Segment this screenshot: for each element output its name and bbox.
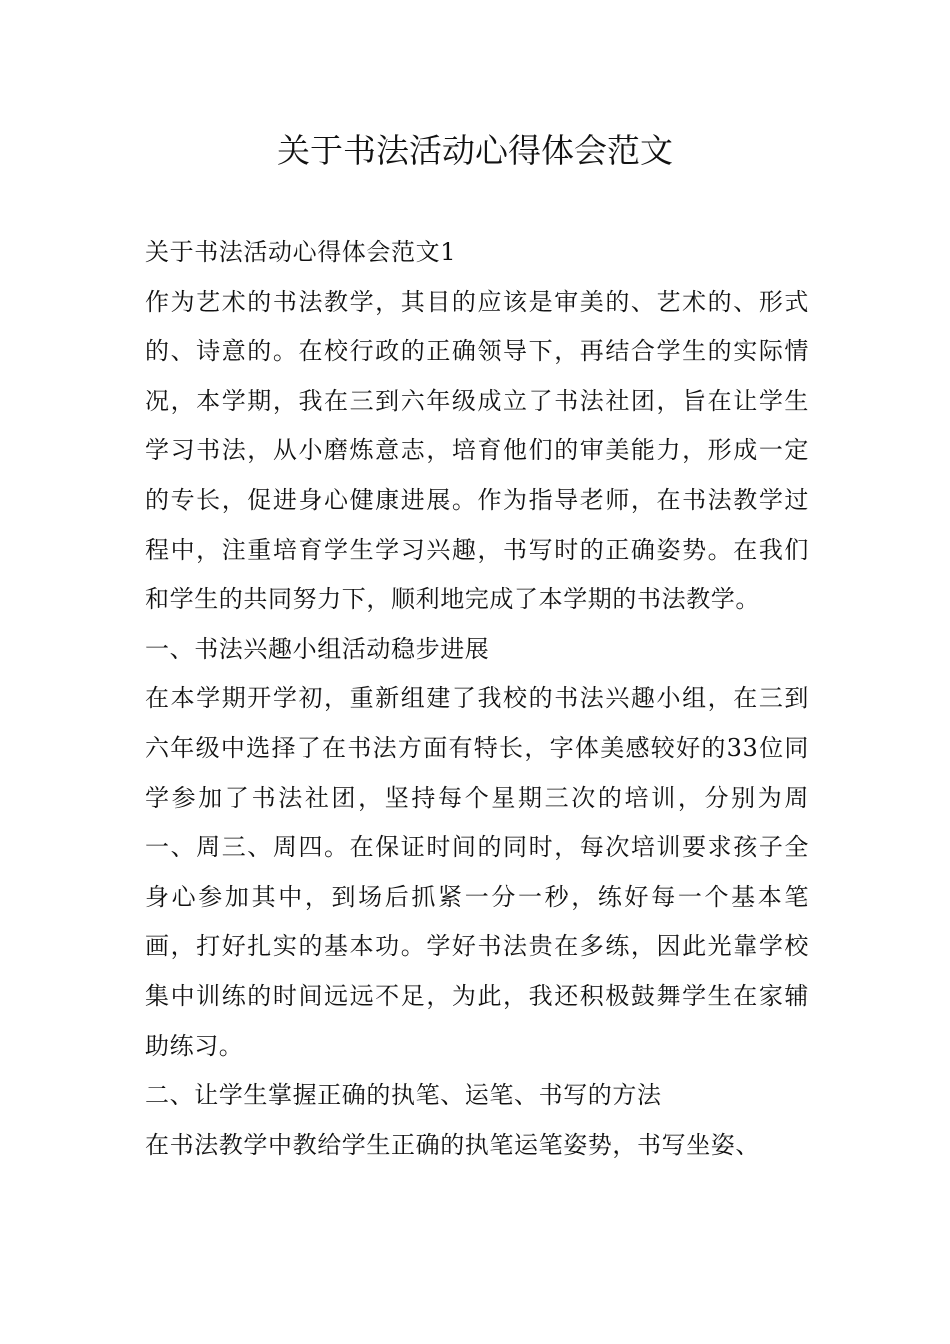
document-body xyxy=(145,228,809,1170)
body-paragraph: 在书法教学中教给学生正确的执笔运笔姿势，书写坐姿、 xyxy=(145,1130,760,1159)
section-heading: 关于书法活动心得体会范文1 xyxy=(145,238,457,266)
body-paragraph: 作为艺术的书法教学，其目的应该是审美的、艺术的、形式的、诗意的。在校行政的正确领导下，再结合学生的实际情况，本学期，我在三到六年级成立了书法社团，旨在让学生学习书法，从小磨炼意志，培育他们的审美能力，形成一定的专长，促进身心健康进展。作为指导老师，在书法教学过程中，注重培育学生学习兴趣，书写时的正确姿势。在我们和学生的共同努力下，顺利地完成了本学期的书法教学。 xyxy=(145,287,809,614)
document-title: 关于书法活动心得体会范文 xyxy=(277,131,673,170)
section-heading: 二、让学生掌握正确的执笔、运笔、书写的方法 xyxy=(145,1081,662,1110)
section-heading: 一、书法兴趣小组活动稳步进展 xyxy=(145,634,490,663)
body-paragraph: 在本学期开学初，重新组建了我校的书法兴趣小组，在三到六年级中选择了在书法方面有特长，字体美感较好的33位同学参加了书法社团，坚持每个星期三次的培训，分别为周一、周三、周四。在保证时间的同时，每次培训要求孩子全身心参加其中，到场后抓紧一分一秒，练好每一个基本笔画，打好扎实的基本功。学好书法贵在多练，因此光靠学校集中训练的时间远远不足，为此，我还积极鼓舞学生在家辅助练习。 xyxy=(145,684,809,1060)
